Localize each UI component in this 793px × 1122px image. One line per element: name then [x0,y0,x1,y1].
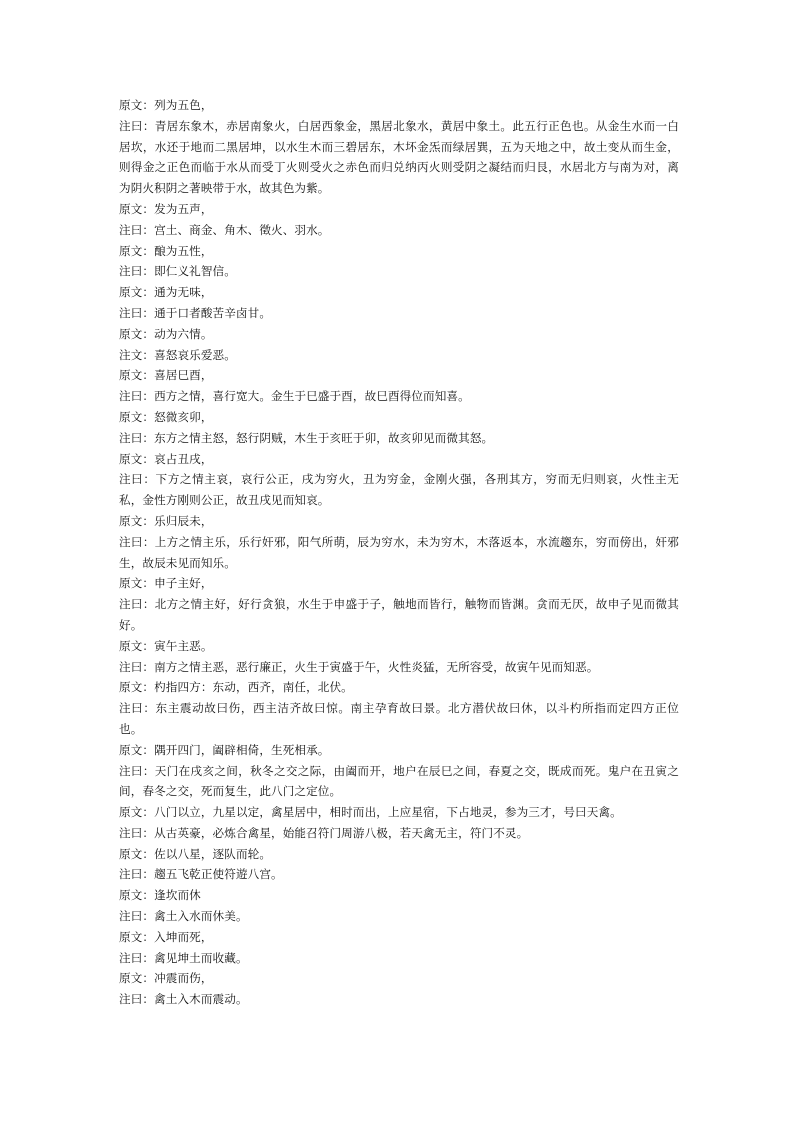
paragraph: 原文：酿为五性， [119,243,213,258]
paragraph: 注曰：青居东象木，赤居南象火，白居西象金，黑居北象水，黄居中象土。此五行正色也。从金生水而一白居坎，水还于地而二黑居坤，以水生木而三碧居东，木坏金炁而绿居巽，五为天地之中，故土变从而生金，则得金之正色而临于水从而受丁火则受火之赤色而归兑纳丙火则受阴之凝结而归艮，水居北方与南为对，离为阴火积阴之著映带于水，故其色为紫。 [119,118,679,196]
paragraph: 原文：八门以立，九星以定，禽星居中，相时而出，上应星宿，下占地灵，参为三才，号曰天禽。 [119,805,622,820]
paragraph: 注曰：通于口者酸苦辛卤甘。 [119,305,272,320]
paragraph: 注曰：禽土入水而休美。 [119,909,248,924]
paragraph: 注曰：从古英豪，必炼合禽星，始能召符门周游八极，若天禽无主，符门不灵。 [119,825,529,840]
paragraph: 注曰：禽土入木而震动。 [119,992,248,1007]
paragraph: 注曰：下方之情主哀，哀行公正，戌为穷火，丑为穷金，金刚火强，各刑其方，穷而无归则哀，火性主无私，金性方刚则公正，故丑戌见而知哀。 [119,472,679,508]
paragraph: 注曰：西方之情，喜行宽大。金生于巳盛于酉，故巳酉得位而知喜。 [119,389,470,404]
paragraph: 注曰：天门在戌亥之间，秋冬之交之际，由阖而开，地户在辰巳之间，春夏之交，既成而死。鬼户在丑寅之间，春冬之交，死而复生，此八门之定位。 [119,763,679,799]
paragraph: 原文：通为无味， [119,285,213,300]
paragraph: 注曰：北方之情主好，好行贪狼，水生于申盛于子，触地而皆行，触物而皆渊。贪而无厌，故申子见而微其好。 [119,597,679,632]
paragraph: 注文：喜怒哀乐爱恶。 [119,347,236,362]
paragraph: 注曰：禽见坤土而收藏。 [119,950,248,965]
paragraph: 注曰：南方之情主恶，恶行廉正，火生于寅盛于午，火性炎猛，无所容受，故寅午见而知恶。 [119,659,599,674]
paragraph: 原文：隅开四门，阖辟相倚，生死相承。 [119,742,330,757]
paragraph: 原文：哀占丑戌， [119,451,213,466]
paragraph: 注曰：上方之情主乐，乐行奸邪，阳气所萌，辰为穷水，未为穷木，木落返本，水流趨东，穷而傍出，奸邪生，故辰未见而知乐。 [119,534,679,570]
paragraph: 原文：喜居巳酉， [119,368,213,383]
paragraph: 注曰：东主震动故曰伤，西主洁齐故曰惊。南主孕育故曰景。北方潜伏故曰休，以斗杓所指而定四方正位也。 [119,701,679,736]
paragraph: 原文：申子主好， [119,576,213,591]
paragraph: 原文：逢坎而休 [119,888,201,903]
paragraph: 原文：入坤而死， [119,929,213,944]
paragraph: 原文：乐归辰未， [119,513,213,528]
paragraph: 注曰：东方之情主怒，怒行阴贼，木生于亥旺于卯，故亥卯见而微其怒。 [119,430,494,445]
paragraph: 原文：动为六情。 [119,326,213,341]
paragraph: 原文：佐以八星，逐队而轮。 [119,846,272,861]
paragraph: 原文：杓指四方：东动，西齐，南任，北伏。 [119,680,353,695]
paragraph: 注曰：即仁义礼智信。 [119,264,236,279]
paragraph: 原文：冲震而伤， [119,971,213,986]
paragraph: 注曰：宫土、商金、角木、徵火、羽水。 [119,222,330,237]
document-body [119,95,679,1010]
paragraph: 注曰：趨五飞乾正使符遊八宫。 [119,867,283,882]
paragraph: 原文：怒微亥卯， [119,409,213,424]
paragraph: 原文：列为五色， [119,98,213,112]
paragraph: 原文：寅午主恶。 [119,638,213,653]
paragraph: 原文：发为五声， [119,201,213,216]
